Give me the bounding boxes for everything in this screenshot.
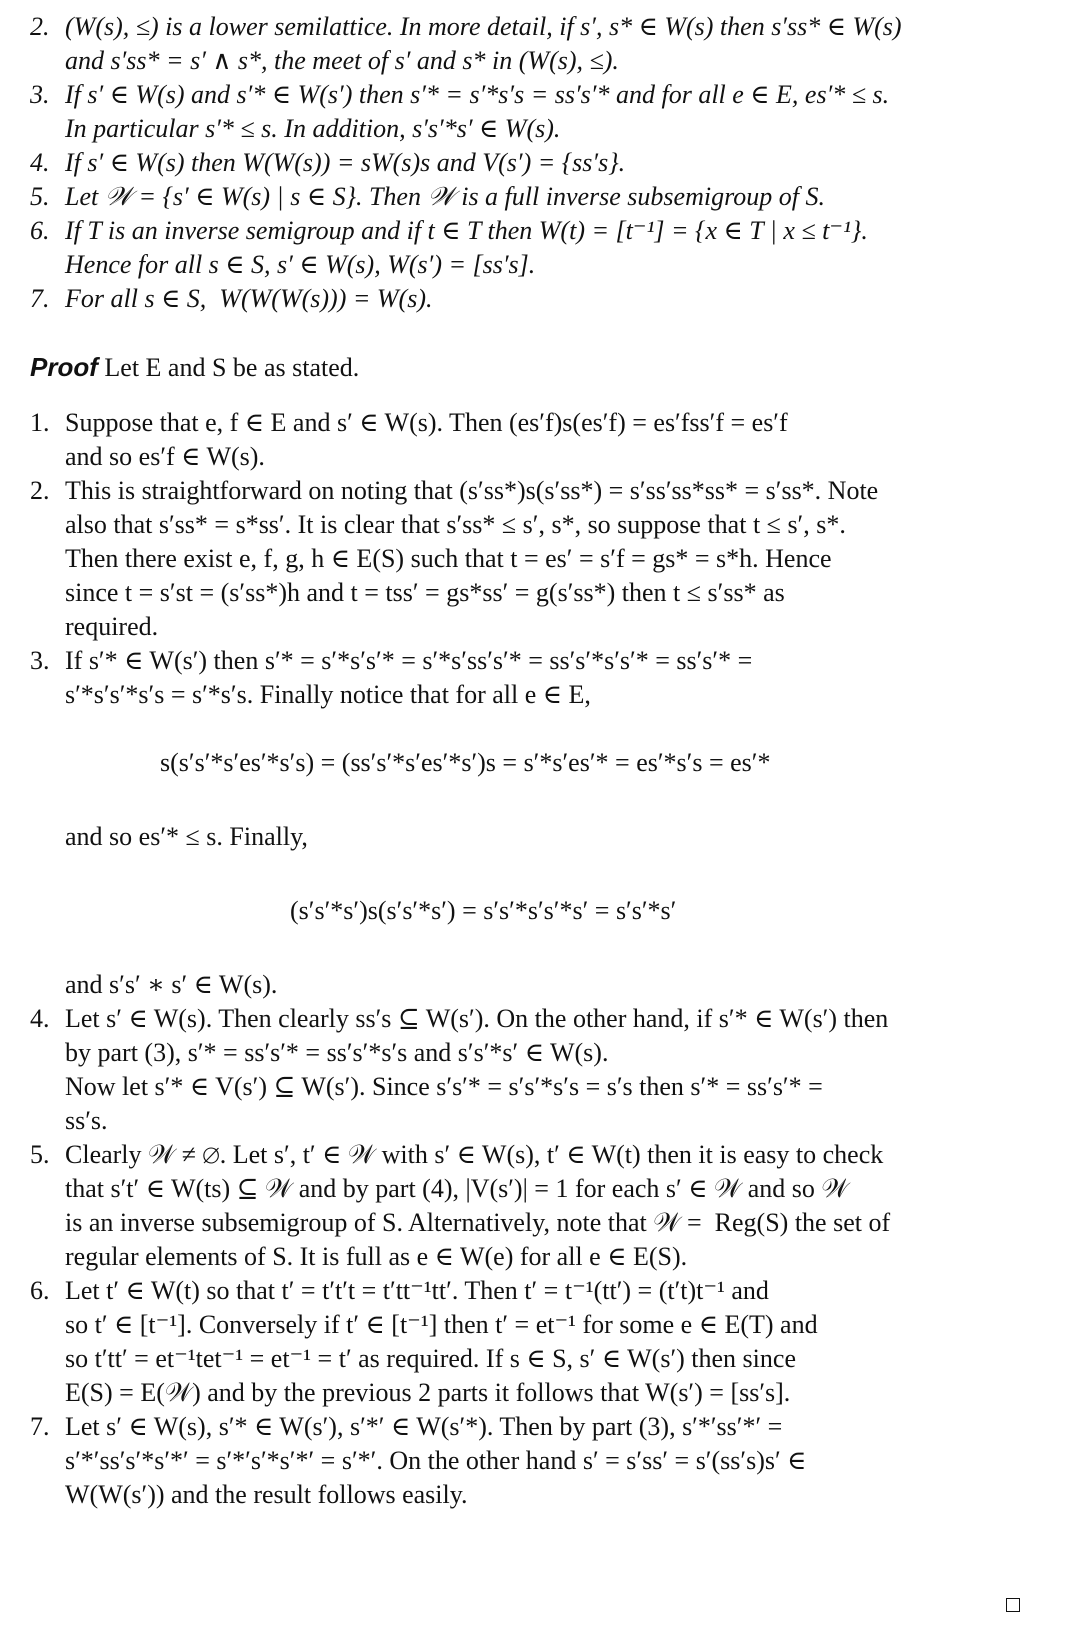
theorem-item-number: 5. — [30, 182, 50, 211]
proof-item-number: 5. — [30, 1140, 50, 1169]
theorem-item-line: If T is an inverse semigroup and if t ∈ T then W(t) = [t⁻¹] = {x ∈ T | x ≤ t⁻¹}. — [65, 216, 868, 245]
proof-item-line: by part (3), s′* = ss′s′* = ss′s′*s′s and s′s′*s′ ∈ W(s). — [65, 1038, 609, 1067]
proof-item-line: This is straightforward on noting that (s′ss*)s(s′ss*) = s′ss′ss*ss* = s′ss*. Note — [65, 476, 879, 505]
proof-item-number: 4. — [30, 1004, 50, 1033]
theorem-item-line: In particular s′* ≤ s. In addition, s′s′*s′ ∈ W(s). — [65, 114, 561, 143]
theorem-item-line: Hence for all s ∈ S, s′ ∈ W(s), W(s′) = [ss′s]. — [65, 250, 536, 279]
proof-item-line: that s′t′ ∈ W(ts) ⊆ 𝒲 and by part (4), |V(s′)| = 1 for each s′ ∈ 𝒲 and so 𝒲 — [65, 1174, 849, 1203]
display-equation: s(s′s′*s′es′*s′s) = (ss′s′*s′es′*s′)s = s′*s′es′* = es′*s′s = es′* — [160, 748, 771, 777]
qed-box-icon — [1006, 1598, 1020, 1612]
proof-item-line: If s′* ∈ W(s′) then s′* = s′*s′s′* = s′*s′ss′s′* = ss′s′*s′s′* = ss′s′* = — [65, 646, 753, 675]
theorem-item-number: 6. — [30, 216, 50, 245]
proof-item-line: so t′tt′ = et⁻¹tet⁻¹ = et⁻¹ = t′ as required. If s ∈ S, s′ ∈ W(s′) then since — [65, 1344, 796, 1373]
proof-item-line: regular elements of S. It is full as e ∈ W(e) for all e ∈ E(S). — [65, 1242, 688, 1271]
theorem-item-line: (W(s), ≤) is a lower semilattice. In more detail, if s′, s* ∈ W(s) then s′ss* ∈ W(s) — [65, 12, 902, 41]
theorem-item-number: 4. — [30, 148, 50, 177]
proof-item-line: Let t′ ∈ W(t) so that t′ = t′t′t = t′tt⁻¹tt′. Then t′ = t⁻¹(tt′) = (t′t)t⁻¹ and — [65, 1276, 769, 1305]
proof-item-number: 3. — [30, 646, 50, 675]
proof-item-line: required. — [65, 612, 159, 641]
display-equation: (s′s′*s′)s(s′s′*s′) = s′s′*s′s′*s′ = s′s′*s′ — [290, 896, 677, 925]
proof-item-line: Clearly 𝒲 ≠ ∅. Let s′, t′ ∈ 𝒲 with s′ ∈ W(s), t′ ∈ W(t) then it is easy to check — [65, 1140, 884, 1169]
proof-item-line: so t′ ∈ [t⁻¹]. Conversely if t′ ∈ [t⁻¹] then t′ = et⁻¹ for some e ∈ E(T) and — [65, 1310, 818, 1339]
proof-item-line: is an inverse subsemigroup of S. Alternatively, note that 𝒲 = Reg(S) the set of — [65, 1208, 891, 1237]
proof-item-line: and so es′* ≤ s. Finally, — [65, 822, 308, 851]
proof-intro-line — [30, 352, 359, 383]
proof-item-line: also that s′ss* = s*ss′. It is clear that s′ss* ≤ s′, s*, so suppose that t ≤ s′, s*. — [65, 510, 846, 539]
proof-heading: Proof — [30, 352, 98, 382]
theorem-item-number: 3. — [30, 80, 50, 109]
proof-item-number: 7. — [30, 1412, 50, 1441]
proof-item-line: Now let s′* ∈ V(s′) ⊆ W(s′). Since s′s′* = s′s′*s′s = s′s then s′* = ss′s′* = — [65, 1072, 823, 1101]
theorem-item-line: Let 𝒲 = {s′ ∈ W(s) | s ∈ S}. Then 𝒲 is a full inverse subsemigroup of S. — [65, 182, 825, 211]
proof-item-line: Then there exist e, f, g, h ∈ E(S) such that t = es′ = s′f = gs* = s*h. Hence — [65, 544, 832, 573]
theorem-item-number: 2. — [30, 12, 50, 41]
proof-item-line: since t = s′st = (s′ss*)h and t = tss′ = gs*ss′ = g(s′ss*) then t ≤ s′ss* as — [65, 578, 785, 607]
proof-item-number: 2. — [30, 476, 50, 505]
theorem-item-number: 7. — [30, 284, 50, 313]
proof-item-line: Let s′ ∈ W(s). Then clearly ss′s ⊆ W(s′). On the other hand, if s′* ∈ W(s′) then — [65, 1004, 889, 1033]
theorem-item-line: and s′ss* = s′ ∧ s*, the meet of s′ and s* in (W(s), ≤). — [65, 46, 619, 75]
proof-item-number: 6. — [30, 1276, 50, 1305]
proof-item-line: and so es′f ∈ W(s). — [65, 442, 265, 471]
proof-item-line: Suppose that e, f ∈ E and s′ ∈ W(s). Then (es′f)s(es′f) = es′fss′f = es′f — [65, 408, 788, 437]
proof-item-line: ss′s. — [65, 1106, 108, 1135]
proof-item-line: W(W(s′)) and the result follows easily. — [65, 1480, 468, 1509]
proof-item-line: E(S) = E(𝒲) and by the previous 2 parts it follows that W(s′) = [ss′s]. — [65, 1378, 791, 1407]
proof-item-line: s′*′ss′s′*s′*′ = s′*′s′*s′*′ = s′*′. On the other hand s′ = s′ss′ = s′(ss′s)s′ ∈ — [65, 1446, 807, 1475]
proof-item-line: and s′s′ ∗ s′ ∈ W(s). — [65, 970, 278, 999]
proof-item-line: Let s′ ∈ W(s), s′* ∈ W(s′), s′*′ ∈ W(s′*). Then by part (3), s′*′ss′*′ = — [65, 1412, 783, 1441]
proof-item-number: 1. — [30, 408, 50, 437]
proof-item-line: s′*s′s′*s′s = s′*s′s. Finally notice that for all e ∈ E, — [65, 680, 591, 709]
theorem-item-line: If s′ ∈ W(s) and s′* ∈ W(s′) then s′* = s′*s′s = ss′s′* and for all e ∈ E, es′* ≤ s. — [65, 80, 890, 109]
proof-intro: Let E and S be as stated. — [97, 353, 360, 382]
theorem-item-line: For all s ∈ S, W(W(W(s))) = W(s). — [65, 284, 433, 313]
theorem-item-line: If s′ ∈ W(s) then W(W(s)) = sW(s)s and V(s′) = {ss′s}. — [65, 148, 626, 177]
